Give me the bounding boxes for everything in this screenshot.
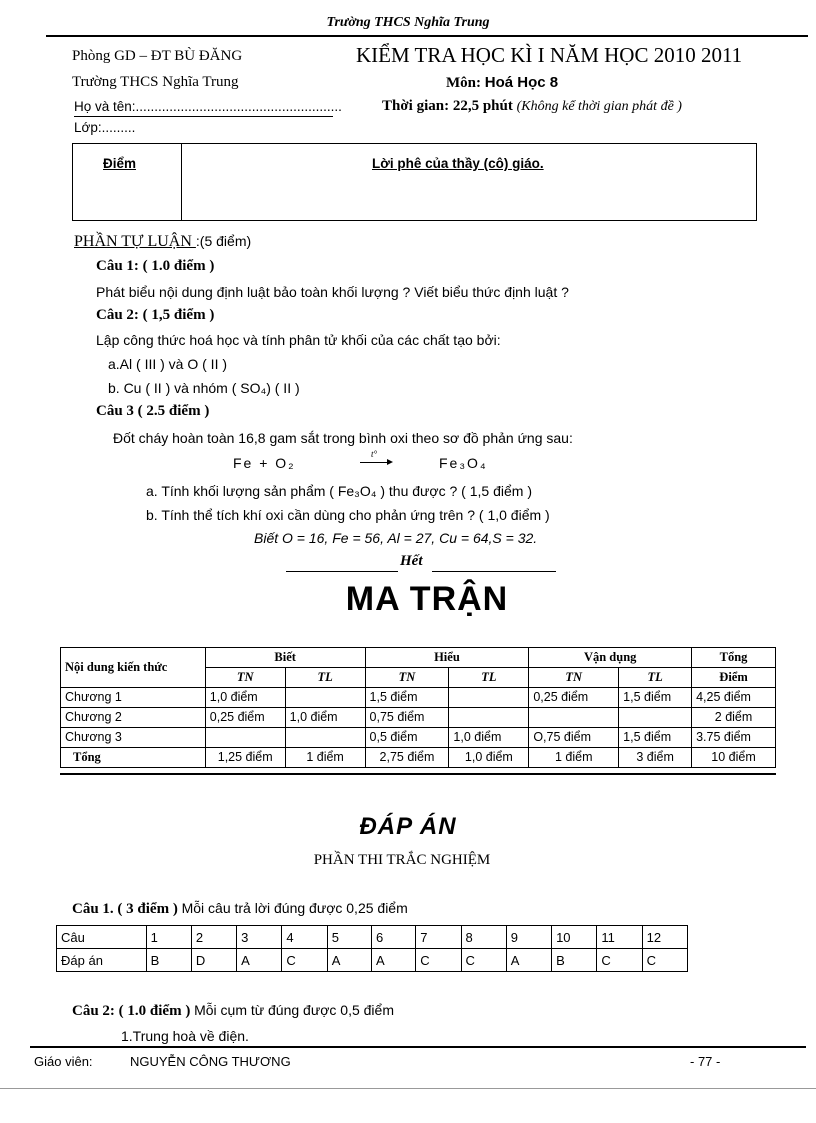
matrix-cell: Chương 2 <box>61 708 206 728</box>
answer-key-cell: B <box>146 949 191 972</box>
reaction-arrow <box>360 449 394 472</box>
answer-key-answer-row <box>57 949 688 972</box>
matrix-cell: 1,5 điểm <box>365 688 449 708</box>
end-mark: Hết <box>400 553 423 569</box>
school-name: Trường THCS Nghĩa Trung <box>72 74 239 90</box>
dept-name: Phòng GD – ĐT BÙ ĐĂNG <box>72 48 243 64</box>
answer-key-question-row <box>57 926 688 949</box>
running-header: Trường THCS Nghĩa Trung <box>326 15 490 30</box>
class-field[interactable]: Lớp:......... <box>74 120 136 135</box>
answer-key-cell: A <box>237 949 282 972</box>
page-number: - 77 - <box>690 1054 721 1069</box>
page-edge <box>0 1088 816 1089</box>
answer-q2-item-1: 1.Trung hoà về điện. <box>121 1028 249 1044</box>
matrix-cell: 1,5 điểm <box>619 728 692 748</box>
answer-key-cell: 10 <box>552 926 597 949</box>
answer-key-cell: 2 <box>191 926 236 949</box>
subject-line <box>446 74 558 92</box>
name-underline <box>74 116 333 117</box>
matrix-cell: Chương 1 <box>61 688 206 708</box>
answer-key-cell: 9 <box>506 926 551 949</box>
matrix-cell: 0,25 điểm <box>205 708 285 728</box>
q3-text: Đốt cháy hoàn toàn 16,8 gam sắt trong bình oxi theo sơ đồ phản ứng sau: <box>113 430 573 446</box>
matrix-cell: 1,0 điểm <box>449 748 529 768</box>
matrix-cell: 2 điểm <box>692 708 776 728</box>
matrix-header-row-1 <box>61 648 776 668</box>
teacher-name: NGUYỄN CÔNG THƯƠNG <box>130 1054 291 1069</box>
answer-key-cell: C <box>642 949 687 972</box>
q1-title: Câu 1: ( 1.0 điểm ) <box>96 258 215 274</box>
subject-value: Hoá Học 8 <box>484 74 559 91</box>
answers-subtitle: PHẦN THI TRẮC NGHIỆM <box>313 852 491 868</box>
footer-rule <box>30 1046 806 1048</box>
exam-title: KIỂM TRA HỌC KÌ I NĂM HỌC 2010 2011 <box>356 43 743 67</box>
header-rule <box>46 35 808 37</box>
matrix-cell: 3 điểm <box>619 748 692 768</box>
answer-key-cell: C <box>416 949 461 972</box>
q2-part-a: a.Al ( III ) và O ( II ) <box>108 356 228 372</box>
answer-key-cell: 1 <box>146 926 191 949</box>
answer-key-cell: 5 <box>327 926 371 949</box>
time-label: Thời gian: 22,5 phút <box>382 98 517 114</box>
matrix-table <box>60 647 776 768</box>
matrix-title: MA TRẬN <box>345 580 509 618</box>
answer-key-cell: C <box>597 949 642 972</box>
q1-text: Phát biểu nội dung định luật bảo toàn khối lượng ? Viết biểu thức định luật ? <box>96 284 569 300</box>
matrix-bottom-rule <box>60 773 776 775</box>
matrix-header-tn: TN <box>365 668 449 688</box>
matrix-row <box>61 688 776 708</box>
answers-title: ĐÁP ÁN <box>359 813 457 840</box>
answer-key-cell: 8 <box>461 926 506 949</box>
matrix-header-tl: TL <box>619 668 692 688</box>
essay-title-text: PHẦN TỰ LUẬN <box>74 233 196 250</box>
equation-right: Fe₃O₄ <box>439 455 488 471</box>
answer-key-cell: B <box>552 949 597 972</box>
grade-box <box>72 143 757 221</box>
matrix-header-score: Điểm <box>692 668 776 688</box>
answer-key-cell: A <box>371 949 415 972</box>
matrix-cell: 1 điểm <box>285 748 365 768</box>
score-label: Điểm <box>103 156 137 171</box>
student-name-field[interactable]: Họ và tên:....................................................... <box>74 99 342 114</box>
matrix-cell: 2,75 điểm <box>365 748 449 768</box>
answer-key-cell: 6 <box>371 926 415 949</box>
q2-text: Lập công thức hoá học và tính phân tử khối của các chất tạo bởi: <box>96 332 501 348</box>
matrix-cell: 0,5 điểm <box>365 728 449 748</box>
end-line-left <box>286 571 398 572</box>
matrix-cell <box>285 728 365 748</box>
matrix-row <box>61 708 776 728</box>
q2-title: Câu 2: ( 1,5 điểm ) <box>96 307 215 323</box>
end-line-right <box>432 571 556 572</box>
answer-key-cell: Đáp án <box>57 949 147 972</box>
time-line <box>382 98 682 115</box>
matrix-header-tn: TN <box>529 668 619 688</box>
matrix-header-tn: TN <box>205 668 285 688</box>
matrix-cell <box>285 688 365 708</box>
essay-title <box>74 233 251 251</box>
matrix-cell: 0,25 điểm <box>529 688 619 708</box>
matrix-cell: 1 điểm <box>529 748 619 768</box>
matrix-cell: 1,0 điểm <box>285 708 365 728</box>
matrix-cell <box>449 688 529 708</box>
q3-title: Câu 3 ( 2.5 điểm ) <box>96 403 210 419</box>
teacher-label: Giáo viên: <box>34 1054 93 1069</box>
matrix-cell: 1,25 điểm <box>205 748 285 768</box>
matrix-cell: 10 điểm <box>692 748 776 768</box>
matrix-total-row <box>61 748 776 768</box>
matrix-header-content: Nội dung kiến thức <box>61 648 206 688</box>
q3-part-a: a. Tính khối lượng sản phẩm ( Fe₃O₄ ) thu được ? ( 1,5 điểm ) <box>146 483 532 499</box>
arrow-shaft <box>360 462 388 463</box>
matrix-cell: Chương 3 <box>61 728 206 748</box>
time-note: (Không kể thời gian phát đề ) <box>516 99 682 114</box>
matrix-cell <box>619 708 692 728</box>
answer-q2-note: Mỗi cụm từ đúng được 0,5 điểm <box>194 1002 394 1018</box>
matrix-header-understand: Hiểu <box>365 648 529 668</box>
matrix-cell <box>449 708 529 728</box>
arrow-head <box>387 459 393 465</box>
matrix-cell: 1,5 điểm <box>619 688 692 708</box>
matrix-cell: 1,0 điểm <box>449 728 529 748</box>
matrix-cell: Tổng <box>61 748 206 768</box>
answer-key-cell: A <box>327 949 371 972</box>
answer-key-table <box>56 925 688 972</box>
answer-key-cell: 12 <box>642 926 687 949</box>
answer-key-cell: D <box>191 949 236 972</box>
teacher-comment-label: Lời phê của thầy (cô) giáo. <box>372 156 544 171</box>
answer-key-cell: Câu <box>57 926 147 949</box>
answer-key-cell: A <box>506 949 551 972</box>
matrix-cell <box>205 728 285 748</box>
answer-key-cell: 11 <box>597 926 642 949</box>
answer-key-cell: 4 <box>282 926 327 949</box>
matrix-header-apply: Vận dụng <box>529 648 692 668</box>
matrix-header-total: Tổng <box>692 648 776 668</box>
matrix-cell: 3.75 điểm <box>692 728 776 748</box>
answer-q1-heading <box>72 900 408 918</box>
matrix-cell <box>529 708 619 728</box>
subject-label: Môn: <box>446 75 485 91</box>
essay-title-note: :(5 điểm) <box>195 233 252 249</box>
answer-key-cell: 7 <box>416 926 461 949</box>
grade-box-divider <box>181 144 182 220</box>
answer-q2-heading <box>72 1002 394 1020</box>
matrix-header-know: Biết <box>205 648 365 668</box>
matrix-cell: 1,0 điểm <box>205 688 285 708</box>
q3-part-b: b. Tính thể tích khí oxi cần dùng cho phản ứng trên ? ( 1,0 điểm ) <box>146 507 550 523</box>
matrix-cell: 4,25 điểm <box>692 688 776 708</box>
matrix-cell: O,75 điểm <box>529 728 619 748</box>
answer-q1-note: Mỗi câu trả lời đúng được 0,25 điểm <box>181 900 408 916</box>
equation-left: Fe + O₂ <box>233 455 296 471</box>
q2-part-b: b. Cu ( II ) và nhóm ( SO₄) ( II ) <box>108 380 300 396</box>
answer-q2-title: Câu 2: ( 1.0 điểm ) <box>72 1003 195 1019</box>
answer-key-cell: 3 <box>237 926 282 949</box>
given-atomic-masses: Biết O = 16, Fe = 56, Al = 27, Cu = 64,S = 32. <box>254 530 538 546</box>
temperature-label: t° <box>371 449 378 459</box>
matrix-cell: 0,75 điểm <box>365 708 449 728</box>
answer-q1-title: Câu 1. ( 3 điểm ) <box>72 901 182 917</box>
matrix-header-tl: TL <box>285 668 365 688</box>
matrix-row <box>61 728 776 748</box>
matrix-header-tl: TL <box>449 668 529 688</box>
answer-key-cell: C <box>282 949 327 972</box>
answer-key-cell: C <box>461 949 506 972</box>
